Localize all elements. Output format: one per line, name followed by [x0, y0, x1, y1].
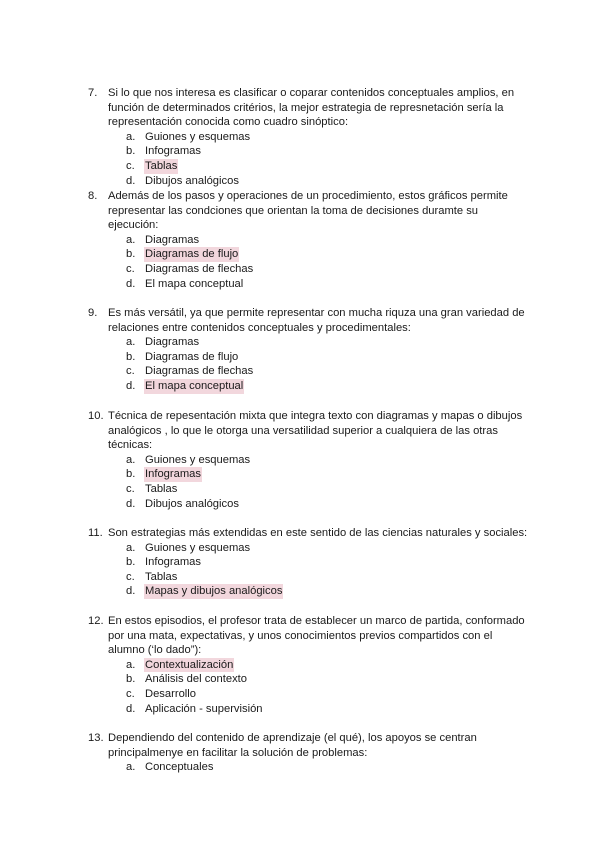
option-a [126, 130, 528, 145]
option-letter: c. [126, 262, 135, 275]
option-letter: c. [126, 687, 135, 700]
option-text-highlighted: Contextualización [145, 658, 234, 671]
option-text: Guiones y esquemas [145, 453, 251, 466]
option-text-highlighted: Diagramas de flujo [145, 248, 239, 261]
option-a [126, 658, 528, 673]
option-b [126, 672, 528, 687]
option-letter: a. [126, 658, 136, 671]
option-list [126, 130, 528, 188]
option-letter: a. [126, 453, 136, 466]
option-letter: b. [126, 350, 136, 363]
option-a [126, 760, 528, 775]
question-number: 8. [88, 190, 98, 202]
question-text: Son estrategias más extendidas en este sentido de las ciencias naturales y sociales: [108, 527, 528, 539]
option-list [126, 335, 528, 393]
question-text: Es más versátil, ya que permite representar con mucha riquza una gran variedad de relaciones entre contenidos conceptuales y procedimentales: [108, 307, 525, 334]
question-9 [88, 306, 528, 394]
option-text-highlighted: Tablas [145, 159, 178, 172]
option-letter: b. [126, 673, 136, 686]
option-c [126, 364, 528, 379]
option-c [126, 262, 528, 277]
question-number: 12. [88, 615, 104, 627]
option-text: Dibujos analógicos [145, 497, 239, 510]
option-list [126, 453, 528, 511]
option-text: Guiones y esquemas [145, 130, 251, 143]
option-text: El mapa conceptual [145, 277, 244, 290]
option-letter: c. [126, 159, 135, 172]
option-d [126, 584, 528, 599]
option-b [126, 247, 528, 262]
option-b [126, 555, 528, 570]
option-letter: c. [126, 365, 135, 378]
option-text: Diagramas [145, 233, 200, 246]
option-list [126, 541, 528, 599]
option-text: Infogramas [145, 145, 201, 158]
option-letter: b. [126, 468, 136, 481]
option-d [126, 497, 528, 512]
option-text: Diagramas de flechas [145, 262, 254, 275]
option-text: Tablas [145, 570, 178, 583]
option-d [126, 379, 528, 394]
question-text: En estos episodios, el profesor trata de establecer un marco de partida, conformado por una mata, expectativas, y unos conocimientos previos compartidos con el alumno (‘lo dado”): [108, 615, 525, 657]
question-13 [88, 731, 528, 775]
option-text: Tablas [145, 482, 178, 495]
question-number: 7. [88, 87, 98, 99]
option-text-highlighted: Mapas y dibujos analógicos [145, 585, 283, 598]
question-text: Técnica de repesentación mixta que integra texto con diagramas y mapas o dibujos analógicos , lo que le otorga una versatilidad superior a cualquiera de las otras técnicas: [108, 410, 523, 452]
question-number: 10. [88, 410, 104, 422]
option-text: Guiones y esquemas [145, 541, 251, 554]
question-11 [88, 526, 528, 599]
option-a [126, 233, 528, 248]
option-letter: a. [126, 233, 136, 246]
option-c [126, 687, 528, 702]
question-number: 13. [88, 732, 104, 744]
option-letter: a. [126, 130, 136, 143]
option-text-highlighted: El mapa conceptual [145, 379, 244, 392]
question-12 [88, 614, 528, 716]
option-letter: d. [126, 379, 136, 392]
option-a [126, 541, 528, 556]
question-text: Dependiendo del contenido de aprendizaje (el qué), los apoyos se centran principalmenye en facilitar la solución de problemas: [108, 732, 477, 759]
question-number: 9. [88, 307, 98, 319]
option-text-highlighted: Infogramas [145, 468, 201, 481]
question-text: Si lo que nos interesa es clasificar o coparar contenidos conceptuales amplios, en función de determinados critérios, la mejor estrategia de represnetación sería la representación conocida como cuadro sinóptico: [108, 87, 515, 129]
option-c [126, 159, 528, 174]
option-letter: d. [126, 277, 136, 290]
option-d [126, 702, 528, 717]
option-letter: b. [126, 556, 136, 569]
option-list [126, 658, 528, 716]
option-letter: d. [126, 174, 136, 187]
option-a [126, 453, 528, 468]
question-text: Además de los pasos y operaciones de un procedimiento, estos gráficos permite representar las condciones que orientan la toma de decisiones duramte su ejecución: [108, 190, 508, 232]
option-d [126, 277, 528, 292]
question-10 [88, 409, 528, 511]
option-letter: c. [126, 482, 135, 495]
option-list [126, 760, 528, 775]
option-c [126, 570, 528, 585]
option-letter: d. [126, 702, 136, 715]
option-letter: d. [126, 497, 136, 510]
option-list [126, 233, 528, 291]
option-b [126, 144, 528, 159]
option-letter: c. [126, 570, 135, 583]
option-letter: a. [126, 761, 136, 774]
option-text: Diagramas de flechas [145, 365, 254, 378]
option-text: Desarrollo [145, 687, 196, 700]
option-b [126, 350, 528, 365]
question-7 [88, 86, 528, 188]
option-a [126, 335, 528, 350]
option-letter: a. [126, 336, 136, 349]
option-c [126, 482, 528, 497]
option-b [126, 467, 528, 482]
option-d [126, 174, 528, 189]
option-letter: a. [126, 541, 136, 554]
option-text: Infogramas [145, 556, 201, 569]
option-text: Conceptuales [145, 761, 214, 774]
option-text: Análisis del contexto [145, 673, 247, 686]
option-text: Aplicación - supervisión [145, 702, 263, 715]
option-letter: d. [126, 585, 136, 598]
option-letter: b. [126, 145, 136, 158]
option-text: Dibujos analógicos [145, 174, 239, 187]
question-8 [88, 189, 528, 291]
option-text: Diagramas de flujo [145, 350, 239, 363]
option-text: Diagramas [145, 336, 200, 349]
option-letter: b. [126, 248, 136, 261]
question-number: 11. [88, 527, 103, 539]
